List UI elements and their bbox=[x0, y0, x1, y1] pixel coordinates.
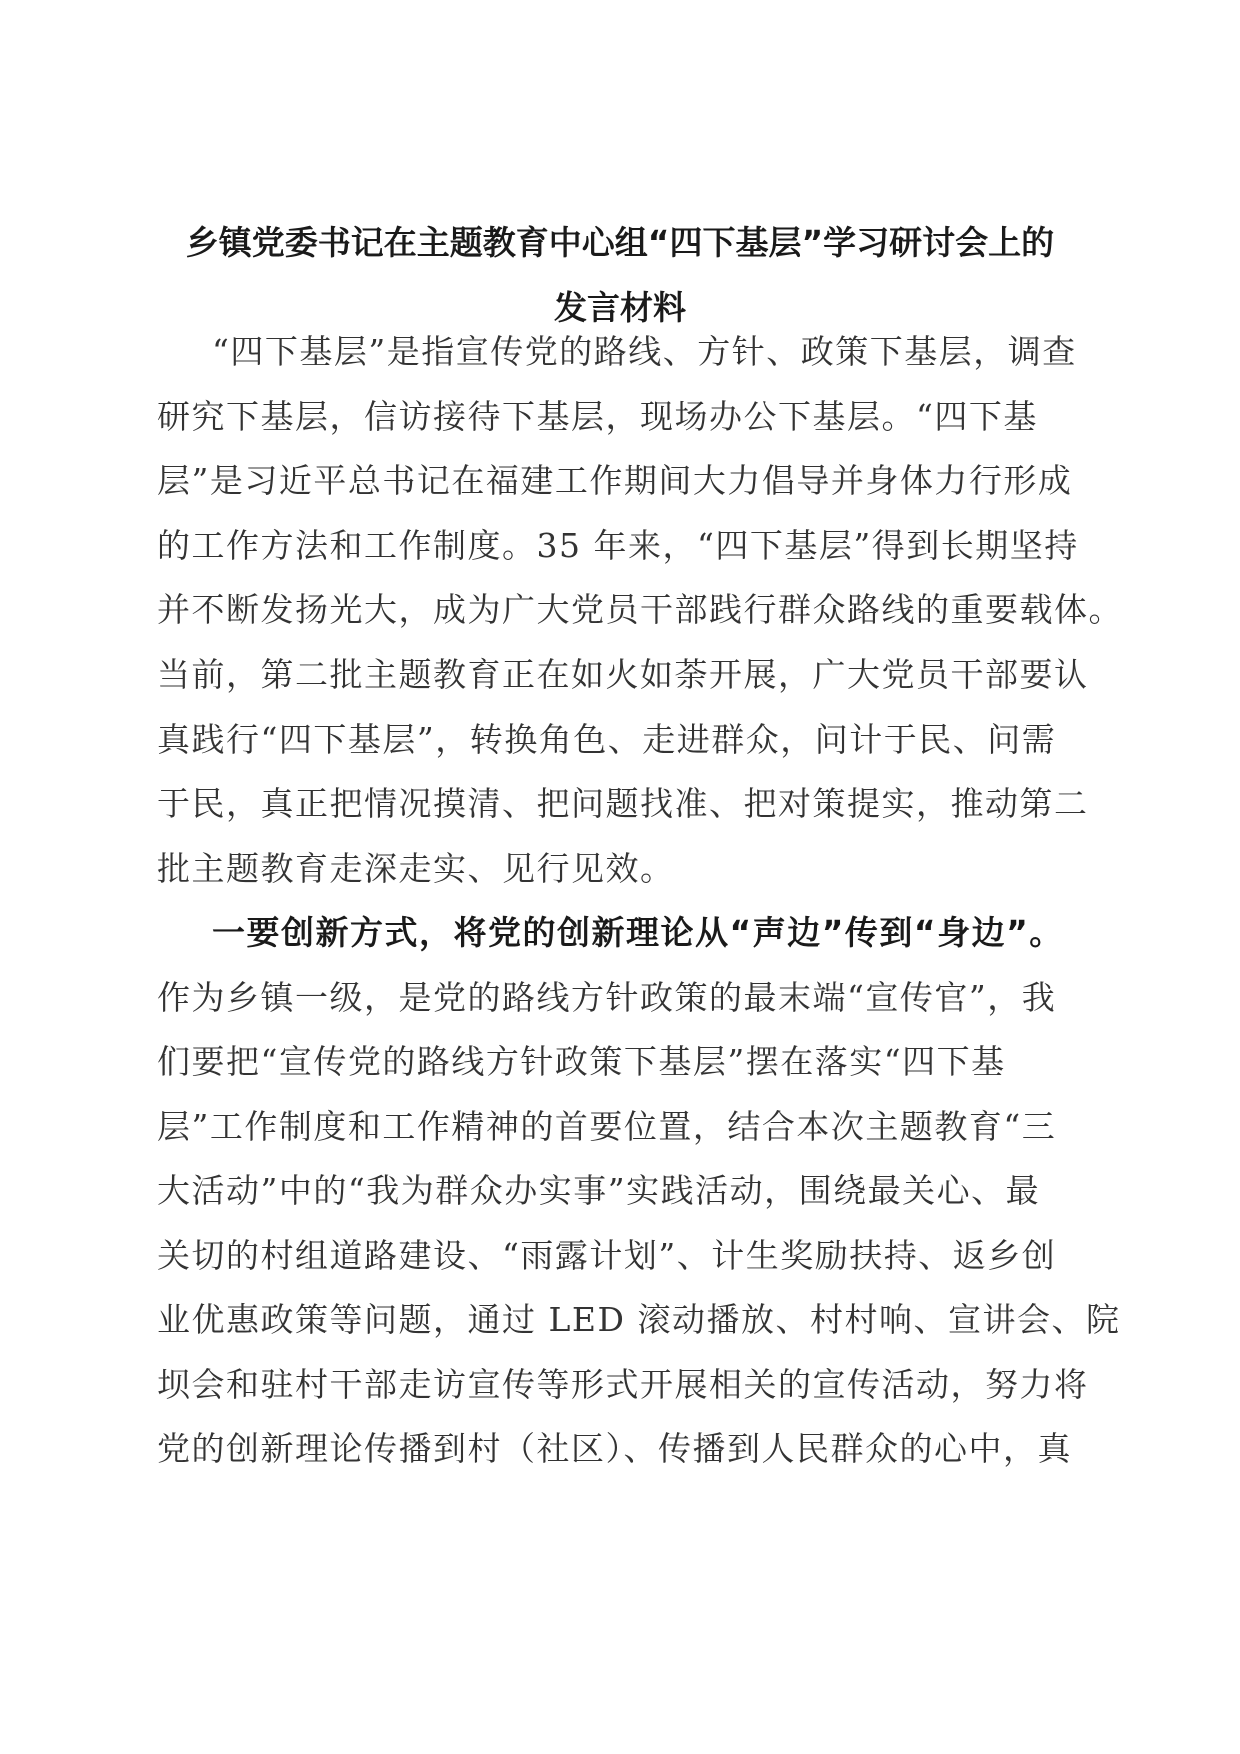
paragraph-line: 大活动”中的“我为群众办实事”实践活动，围绕最关心、最 bbox=[157, 1171, 1041, 1210]
paragraph-line: 业优惠政策等问题，通过 LED 滚动播放、村村响、宣讲会、院 bbox=[157, 1300, 1121, 1339]
paragraph-line: 层”是习近平总书记在福建工作期间大力倡导并身体力行形成 bbox=[157, 461, 1073, 500]
paragraph-line: 作为乡镇一级，是党的路线方针政策的最末端“宣传官”，我 bbox=[157, 978, 1057, 1017]
paragraph-line: 当前，第二批主题教育正在如火如荼开展，广大党员干部要认 bbox=[157, 655, 1089, 694]
paragraph-line: 的工作方法和工作制度。35 年来，“四下基层”得到长期坚持 bbox=[157, 526, 1079, 565]
paragraph-line: 党的创新理论传播到村（社区）、传播到人民群众的心中，真 bbox=[157, 1429, 1072, 1468]
document-title-line-2: 发言材料 bbox=[554, 288, 686, 327]
paragraph-line: 们要把“宣传党的路线方针政策下基层”摆在落实“四下基 bbox=[157, 1042, 1006, 1081]
section-heading: 一要创新方式，将党的创新理论从“声边”传到“身边”。 bbox=[212, 913, 1064, 952]
paragraph-line: 批主题教育走深走实、见行见效。 bbox=[157, 849, 675, 888]
paragraph-line: 研究下基层，信访接待下基层，现场办公下基层。“四下基 bbox=[157, 397, 1038, 436]
document-title-line-1: 乡镇党委书记在主题教育中心组“四下基层”学习研讨会上的 bbox=[185, 223, 1055, 262]
paragraph-line: 于民，真正把情况摸清、把问题找准、把对策提实，推动第二 bbox=[157, 784, 1089, 823]
paragraph-line: 坝会和驻村干部走访宣传等形式开展相关的宣传活动，努力将 bbox=[157, 1365, 1089, 1404]
paragraph-line: 并不断发扬光大，成为广大党员干部践行群众路线的重要载体。 bbox=[157, 590, 1123, 629]
paragraph-line: 真践行“四下基层”，转换角色、走进群众，问计于民、问需 bbox=[157, 720, 1057, 759]
paragraph-line: “四下基层”是指宣传党的路线、方针、政策下基层，调查 bbox=[212, 332, 1077, 371]
paragraph-line: 层”工作制度和工作精神的首要位置，结合本次主题教育“三 bbox=[157, 1107, 1057, 1146]
paragraph-line: 关切的村组道路建设、“雨露计划”、计生奖励扶持、返乡创 bbox=[157, 1236, 1057, 1275]
